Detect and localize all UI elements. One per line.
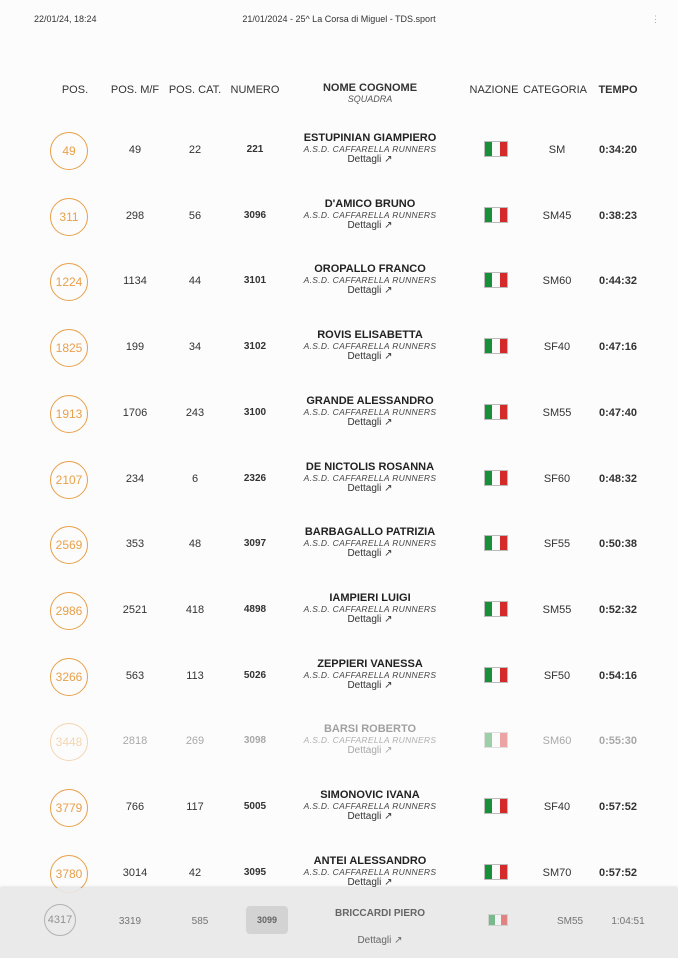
italy-flag-icon	[484, 141, 508, 157]
italy-flag-icon	[484, 272, 508, 288]
category-cell: SM60	[542, 735, 572, 748]
pos-mf-cell: 49	[128, 144, 142, 156]
pos-mf-cell: 1134	[123, 275, 147, 288]
print-datetime: 22/01/24, 18:24	[34, 14, 97, 24]
athlete-cell	[270, 198, 470, 231]
more-vert-icon: ⋮	[651, 14, 660, 24]
pos-mf-cell: 766	[125, 801, 145, 813]
athlete-name: BRICCARDI PIERO	[334, 908, 425, 919]
category-cell: SF50	[543, 669, 571, 682]
table-row	[0, 779, 678, 839]
time-cell: 0:50:38	[599, 538, 637, 551]
category-cell: SM45	[542, 209, 572, 222]
time-cell: 0:57:52	[599, 801, 637, 813]
athlete-name: BARSI ROBERTO	[323, 723, 417, 736]
time-cell: 0:52:32	[599, 603, 637, 616]
pos-cat-cell: 113	[186, 669, 204, 682]
time-cell: 1:04:51	[611, 916, 645, 927]
athlete-cell	[270, 263, 470, 296]
athlete-name: ANTEI ALESSANDRO	[313, 854, 427, 867]
col-pos: POS.	[61, 84, 89, 96]
pos-mf-cell: 3319	[118, 916, 142, 927]
athlete-name: ESTUPINIAN GIAMPIERO	[303, 132, 437, 144]
position-badge: 49	[50, 132, 88, 170]
athlete-cell	[270, 329, 470, 362]
pos-cat-cell: 269	[185, 735, 205, 748]
italy-flag-icon	[484, 207, 508, 223]
pos-cat-cell: 34	[188, 341, 202, 354]
bib-number-cell: 2326	[243, 472, 267, 484]
athlete-cell	[270, 658, 470, 691]
athlete-name: ROVIS ELISABETTA	[317, 329, 423, 342]
italy-flag-icon	[488, 914, 508, 926]
italy-flag-icon	[484, 798, 508, 814]
bib-number-cell: 3101	[243, 275, 267, 287]
athlete-cell	[270, 592, 470, 625]
position-badge: 1913	[50, 395, 88, 433]
table-row	[0, 188, 678, 248]
col-categoria: CATEGORIA	[523, 84, 587, 96]
athlete-name: GRANDE ALESSANDRO	[306, 394, 434, 407]
bib-number-cell: 3097	[243, 538, 267, 550]
time-cell: 0:44:32	[599, 275, 637, 288]
position-badge: 3266	[50, 658, 88, 696]
table-row	[0, 582, 678, 642]
pos-cat-cell: 42	[188, 866, 202, 879]
bottom-row-overlay	[0, 888, 678, 958]
col-tempo: TEMPO	[598, 84, 638, 96]
print-header	[0, 14, 678, 30]
athlete-name: ZEPPIERI VANESSA	[317, 657, 423, 670]
col-nome-label: NOME COGNOME	[322, 82, 418, 94]
table-row	[0, 253, 678, 313]
pos-cat-cell: 6	[191, 472, 199, 485]
team-name: A.S.D. CAFFARELLA RUNNERS	[303, 275, 437, 286]
details-link[interactable]: Dettagli ↗	[347, 745, 393, 757]
pos-cat-cell: 48	[188, 538, 202, 551]
italy-flag-icon	[484, 732, 508, 748]
italy-flag-icon	[484, 864, 508, 880]
position-badge: 1825	[50, 329, 88, 367]
pos-cat-cell: 44	[188, 275, 202, 288]
col-pos-mf: POS. M/F	[110, 84, 160, 96]
time-cell: 0:34:20	[599, 144, 637, 156]
category-cell: SF40	[543, 341, 571, 354]
bib-number-cell: 3096	[243, 209, 267, 221]
position-badge: 1224	[50, 263, 88, 301]
position-badge: 2986	[50, 592, 88, 630]
table-row	[0, 451, 678, 511]
pos-mf-cell: 298	[125, 209, 145, 222]
athlete-cell	[270, 855, 470, 888]
bib-number-cell: 5026	[243, 669, 267, 681]
time-cell: 0:55:30	[599, 735, 637, 748]
category-cell: SM60	[542, 275, 572, 288]
details-link[interactable]: Dettagli ↗	[347, 548, 393, 560]
pos-cat-cell: 117	[186, 801, 204, 813]
position-badge: 2107	[50, 461, 88, 499]
time-cell: 0:47:16	[599, 341, 637, 354]
bib-number-cell: 3102	[243, 341, 267, 353]
italy-flag-icon	[484, 470, 508, 486]
results-table-header	[0, 84, 678, 114]
table-row	[0, 319, 678, 379]
details-link[interactable]: Dettagli ↗	[347, 876, 393, 888]
team-name: A.S.D. CAFFARELLA RUNNERS	[303, 472, 437, 483]
position-badge: 3779	[50, 789, 88, 827]
category-cell: SM55	[556, 916, 584, 927]
print-title: 21/01/2024 - 25^ La Corsa di Miguel - TDS.sport	[242, 14, 436, 24]
pos-cat-cell: 585	[191, 916, 209, 927]
bib-number-cell: 4898	[243, 603, 267, 615]
team-name: A.S.D. CAFFARELLA RUNNERS	[303, 341, 437, 352]
athlete-cell	[270, 461, 470, 494]
table-row	[0, 122, 678, 182]
time-cell: 0:47:40	[599, 406, 637, 419]
time-cell: 0:38:23	[599, 209, 637, 222]
athlete-name: D'AMICO BRUNO	[324, 197, 416, 210]
col-squadra-label: SQUADRA	[347, 94, 393, 104]
athlete-name: SIMONOVIC IVANA	[320, 789, 420, 801]
pos-cat-cell: 418	[185, 603, 205, 616]
athlete-name: DE NICTOLIS ROSANNA	[305, 460, 435, 473]
col-numero: NUMERO	[230, 84, 280, 96]
category-cell: SM55	[542, 603, 572, 616]
details-link[interactable]: Dettagli ↗	[347, 482, 393, 494]
position-badge: 3448	[50, 723, 88, 761]
category-cell: SF40	[543, 801, 571, 813]
category-cell: SM55	[542, 406, 572, 419]
pos-cat-cell: 243	[185, 406, 205, 419]
italy-flag-icon	[484, 667, 508, 683]
details-link[interactable]: Dettagli ↗	[347, 351, 393, 363]
team-name: A.S.D. CAFFARELLA RUNNERS	[303, 603, 437, 614]
italy-flag-icon	[484, 601, 508, 617]
pos-mf-cell: 234	[125, 472, 145, 485]
pos-mf-cell: 3014	[122, 866, 148, 879]
category-cell: SM70	[542, 866, 572, 879]
pos-mf-cell: 353	[125, 538, 145, 551]
italy-flag-icon	[484, 404, 508, 420]
table-row	[0, 648, 678, 708]
time-cell: 0:54:16	[599, 669, 637, 682]
pos-mf-cell: 2521	[122, 603, 148, 616]
category-cell: SF60	[543, 472, 571, 485]
bib-number-cell: 3098	[243, 735, 267, 747]
position-badge: 4317	[44, 904, 76, 936]
details-link[interactable]: Dettagli ↗	[347, 679, 393, 691]
team-name: A.S.D. CAFFARELLA RUNNERS	[303, 209, 437, 220]
athlete-cell	[270, 395, 470, 428]
details-link[interactable]: Dettagli ↗	[347, 219, 393, 231]
time-cell: 0:48:32	[599, 472, 637, 485]
col-nazione: NAZIONE	[469, 84, 519, 96]
team-name: A.S.D. CAFFARELLA RUNNERS	[303, 866, 437, 877]
pos-mf-cell: 199	[125, 341, 145, 354]
pos-mf-cell: 2818	[122, 735, 148, 748]
pos-cat-cell: 22	[188, 144, 202, 156]
bib-number-badge: 3099	[246, 906, 288, 934]
athlete-cell	[270, 789, 470, 822]
col-pos-cat: POS. CAT.	[168, 84, 222, 96]
col-nome	[290, 82, 450, 104]
bib-number-cell: 3100	[243, 406, 267, 418]
italy-flag-icon	[484, 338, 508, 354]
details-link[interactable]: Dettagli ↗	[357, 935, 403, 946]
athlete-cell	[270, 526, 470, 559]
details-link[interactable]: Dettagli ↗	[347, 811, 393, 822]
bib-number-cell: 3095	[243, 866, 267, 878]
athlete-name: IAMPIERI LUIGI	[329, 591, 411, 604]
pos-mf-cell: 1706	[122, 406, 148, 419]
position-badge: 311	[50, 198, 88, 236]
team-name: A.S.D. CAFFARELLA RUNNERS	[303, 669, 437, 680]
details-link[interactable]: Dettagli ↗	[347, 154, 393, 165]
team-name: A.S.D. CAFFARELLA RUNNERS	[303, 735, 437, 746]
athlete-cell	[270, 723, 470, 756]
category-cell: SM	[548, 144, 566, 156]
team-name: A.S.D. CAFFARELLA RUNNERS	[303, 801, 437, 811]
table-row	[0, 385, 678, 445]
pos-cat-cell: 56	[188, 209, 202, 222]
details-link[interactable]: Dettagli ↗	[347, 416, 393, 428]
athlete-cell	[270, 132, 470, 165]
table-row	[0, 516, 678, 576]
details-link[interactable]: Dettagli ↗	[347, 285, 393, 297]
table-row	[0, 713, 678, 773]
team-name: A.S.D. CAFFARELLA RUNNERS	[303, 406, 437, 417]
pos-mf-cell: 563	[125, 669, 145, 682]
position-badge: 3780	[50, 855, 88, 893]
team-name: A.S.D. CAFFARELLA RUNNERS	[303, 144, 437, 154]
details-link[interactable]: Dettagli ↗	[347, 613, 393, 625]
team-name: A.S.D. CAFFARELLA RUNNERS	[303, 538, 437, 549]
category-cell: SF55	[543, 538, 571, 551]
athlete-name: BARBAGALLO PATRIZIA	[304, 526, 436, 539]
athlete-name: OROPALLO FRANCO	[314, 263, 426, 276]
time-cell: 0:57:52	[599, 866, 637, 879]
italy-flag-icon	[484, 535, 508, 551]
bib-number-cell: 5005	[243, 801, 267, 812]
position-badge: 2569	[50, 526, 88, 564]
bib-number-cell: 221	[246, 144, 264, 155]
